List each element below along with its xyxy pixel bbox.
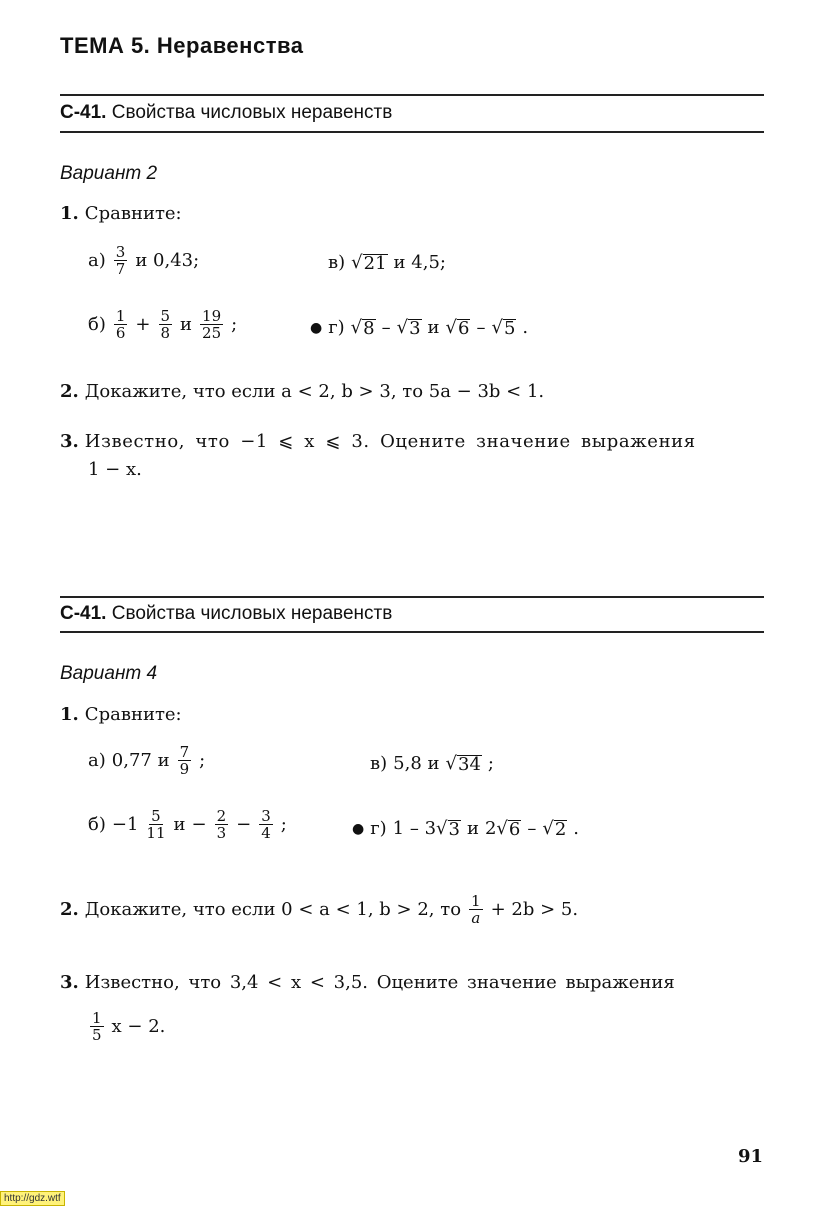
numerator: 5 <box>151 807 161 825</box>
fraction <box>159 308 173 341</box>
page-title: ТЕМА 5. Неравенства <box>60 33 304 58</box>
task-1 <box>60 203 182 224</box>
numerator: 1 <box>92 1009 102 1027</box>
subtask-v <box>328 252 446 273</box>
numerator: 5 <box>160 307 171 325</box>
text: 1 – 3 <box>392 818 437 839</box>
section-code: С-41. <box>60 603 107 624</box>
radicand: 2 <box>554 819 567 840</box>
denominator: a <box>471 909 481 927</box>
text: ; <box>487 753 494 774</box>
label: а) <box>88 250 106 271</box>
task-number: 3. <box>60 972 79 993</box>
task-3-continued <box>88 1010 165 1043</box>
operator: − <box>191 814 207 835</box>
numerator: 1 <box>115 307 126 325</box>
sqrt: √ 6 <box>445 317 470 339</box>
subtask-a <box>88 244 199 277</box>
fraction <box>259 808 273 841</box>
text: и <box>466 818 479 839</box>
denominator: 3 <box>216 824 227 842</box>
task-text: x − 2. <box>111 1016 166 1037</box>
task-2 <box>60 381 544 402</box>
text: 2 <box>484 818 497 839</box>
task-text: Известно, что −1 ⩽ x ⩽ 3. Оцените значение выражения <box>84 431 696 452</box>
task-number: 2. <box>60 381 79 402</box>
numerator: 19 <box>202 307 222 325</box>
task-text: + 2b > 5. <box>490 899 579 920</box>
text: 5,8 и <box>393 753 440 774</box>
numerator: 3 <box>261 807 271 825</box>
sqrt: √ 5 <box>491 317 516 339</box>
radicand: 8 <box>363 318 375 339</box>
sqrt: √ 6 <box>496 818 521 840</box>
denominator: 7 <box>115 260 126 278</box>
radicand: 34 <box>458 754 481 775</box>
section-code: С-41. <box>60 102 107 123</box>
divider <box>60 631 764 633</box>
denominator: 4 <box>261 824 271 842</box>
task-number: 1. <box>60 704 79 725</box>
task-text: Докажите, что если a < 2, b > 3, то 5a − 3b < 1. <box>84 381 545 402</box>
label: б) <box>88 314 106 335</box>
operator: – <box>527 818 537 839</box>
operator: – <box>381 317 391 338</box>
label: г) <box>370 818 387 839</box>
text: −1 <box>111 814 139 835</box>
numerator: 2 <box>216 807 227 825</box>
text: и <box>180 314 193 335</box>
text: ; <box>280 814 287 835</box>
variant-label: Вариант 2 <box>60 163 158 184</box>
label: в) <box>370 753 388 774</box>
divider <box>60 596 764 598</box>
denominator: 8 <box>160 324 171 342</box>
numerator: 7 <box>179 743 190 761</box>
fraction <box>215 808 229 841</box>
radicand: 6 <box>458 318 470 339</box>
text: и <box>173 814 186 835</box>
text: и 0,43; <box>135 250 200 271</box>
denominator: 9 <box>179 760 190 778</box>
radicand: 3 <box>409 318 421 339</box>
task-number: 1. <box>60 203 79 224</box>
task-text: Сравните: <box>84 704 182 725</box>
text: ; <box>231 314 238 335</box>
divider <box>60 94 764 96</box>
bullet-icon: ● <box>310 319 323 336</box>
task-3-continued: 1 − x. <box>88 459 142 480</box>
text: 0,77 и <box>111 750 170 771</box>
radicand: 6 <box>508 819 521 840</box>
task-3 <box>60 972 764 993</box>
sqrt: √ 3 <box>436 818 460 840</box>
radicand: 5 <box>503 318 516 339</box>
text: ; <box>199 750 206 771</box>
task-text: Докажите, что если 0 < a < 1, b > 2, то <box>84 899 462 920</box>
section-title: Свойства числовых неравенств <box>111 102 393 123</box>
fraction <box>178 744 192 777</box>
fraction <box>114 308 128 341</box>
section-heading <box>60 603 392 625</box>
text: . <box>573 818 580 839</box>
subtask-g <box>310 317 528 338</box>
operator: + <box>135 314 151 335</box>
fraction <box>90 1010 104 1043</box>
subtask-b <box>88 308 237 341</box>
task-2 <box>60 893 578 926</box>
sqrt: √ 8 <box>350 317 375 339</box>
divider <box>60 131 764 133</box>
fraction <box>146 808 165 841</box>
denominator: 11 <box>146 824 166 842</box>
sqrt: √ 21 <box>351 252 387 274</box>
label: а) <box>88 750 106 771</box>
subtask-v <box>370 753 494 774</box>
label: г) <box>328 317 345 338</box>
section-heading <box>60 102 392 124</box>
numerator: 3 <box>115 243 126 261</box>
sqrt: √ 34 <box>445 753 481 775</box>
subtask-b <box>88 808 287 841</box>
operator: – <box>476 317 486 338</box>
task-text: Сравните: <box>84 203 182 224</box>
denominator: 5 <box>92 1026 102 1044</box>
bullet-icon: ● <box>352 820 365 837</box>
subtask-g <box>352 818 579 839</box>
subtask-a <box>88 744 205 777</box>
text: и 4,5; <box>393 252 446 273</box>
task-3 <box>60 431 764 452</box>
denominator: 6 <box>115 324 126 342</box>
watermark-link[interactable]: http://gdz.wtf <box>0 1191 65 1206</box>
operator: − <box>236 814 252 835</box>
task-number: 2. <box>60 899 79 920</box>
denominator: 25 <box>202 324 222 342</box>
text: и <box>427 317 440 338</box>
radicand: 21 <box>363 253 387 274</box>
fraction <box>200 308 223 341</box>
fraction <box>469 893 483 926</box>
page-number: 91 <box>738 1146 764 1167</box>
variant-label: Вариант 4 <box>60 663 158 684</box>
numerator: 1 <box>471 892 481 910</box>
sqrt: √ 3 <box>396 317 421 339</box>
sqrt: √ 2 <box>542 818 567 840</box>
task-text: Известно, что 3,4 < x < 3,5. Оцените значение выражения <box>84 972 675 993</box>
radicand: 3 <box>448 819 460 840</box>
section-title: Свойства числовых неравенств <box>111 603 393 624</box>
fraction <box>114 244 128 277</box>
label: в) <box>328 252 346 273</box>
text: . <box>522 317 529 338</box>
task-1 <box>60 704 182 725</box>
label: б) <box>88 814 106 835</box>
task-number: 3. <box>60 431 79 452</box>
